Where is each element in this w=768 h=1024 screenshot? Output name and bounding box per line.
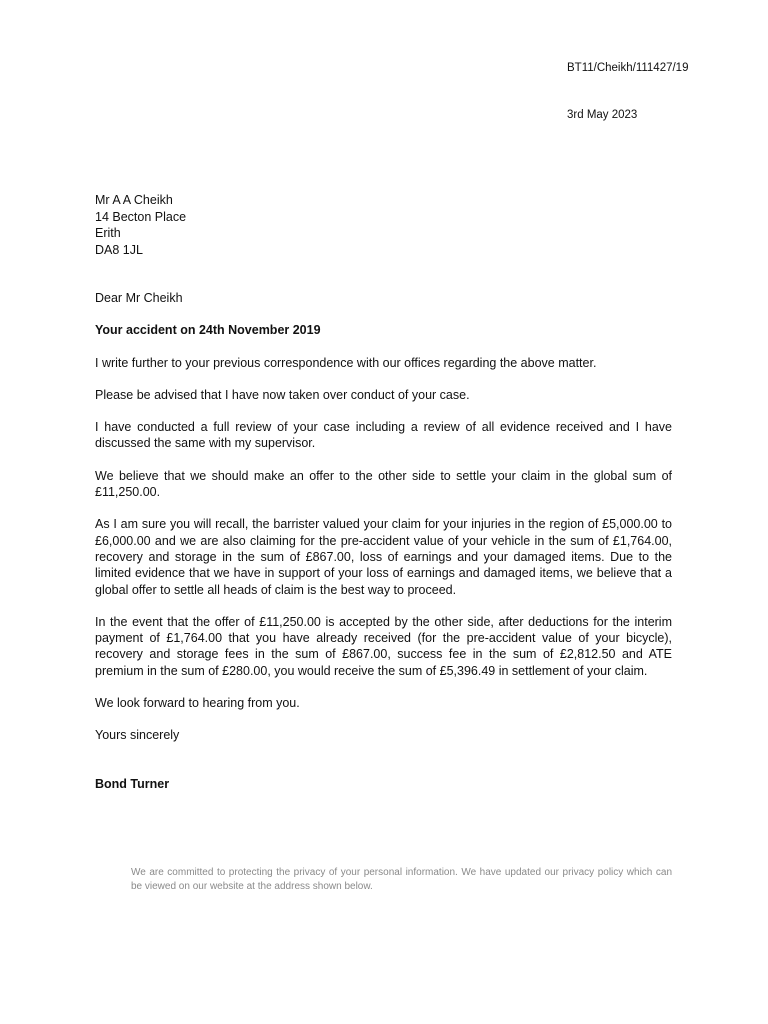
paragraph-7: We look forward to hearing from you. — [95, 696, 300, 711]
recipient-street: 14 Becton Place — [95, 209, 187, 224]
letter-date: 3rd May 2023 — [567, 109, 638, 121]
paragraph-3: I have conducted a full review of your case including a review of all evidence received and I have discussed the same with my supervisor. — [95, 420, 672, 451]
closing: Yours sincerely — [95, 728, 180, 743]
paragraph-1: I write further to your previous correspondence with our offices regarding the above matter. — [95, 355, 597, 370]
recipient-name: Mr A A Cheikh — [95, 193, 173, 207]
letter-body — [95, 290, 672, 808]
paragraph-4: We believe that we should make an offer to the other side to settle your claim in the global sum of £11,250.00. — [95, 468, 672, 500]
paragraph-2: Please be advised that I have now taken over conduct of your case. — [95, 387, 470, 402]
paragraph-6: In the event that the offer of £11,250.00 is accepted by the other side, after deductions for the interim payment of £1,764.00 that you have already received (for the pre-accident value of your bicycle), recovery and storage fees in the sum of £867.00, success fee in the sum of £2,812.50 and ATE premium in the sum of £280.00, you would receive the sum of £5,396.49 in settlement of your claim. — [95, 614, 672, 678]
privacy-notice: We are committed to protecting the privacy of your personal information. We have updated our privacy policy which can be viewed on our website at the address shown below. — [131, 867, 672, 892]
reference-number: BT11/Cheikh/111427/19 — [567, 62, 689, 74]
salutation: Dear Mr Cheikh — [95, 291, 183, 305]
paragraph-5: As I am sure you will recall, the barrister valued your claim for your injuries in the region of £5,000.00 to £6,000.00 and we are also claiming for the pre-accident value of your vehicle in the sum of £1,764.00, recovery and storage in the sum of £867.00, loss of earnings and your damaged items. Due to the limited evidence that we have in support of your loss of earnings and damaged items, we believe that a global offer to settle all heads of claim is the best way to proceed. — [95, 517, 672, 597]
recipient-address — [95, 192, 186, 258]
signature: Bond Turner — [95, 776, 170, 791]
recipient-postcode: DA8 1JL — [95, 242, 143, 257]
subject-heading: Your accident on 24th November 2019 — [95, 323, 321, 338]
recipient-town: Erith — [95, 226, 121, 240]
